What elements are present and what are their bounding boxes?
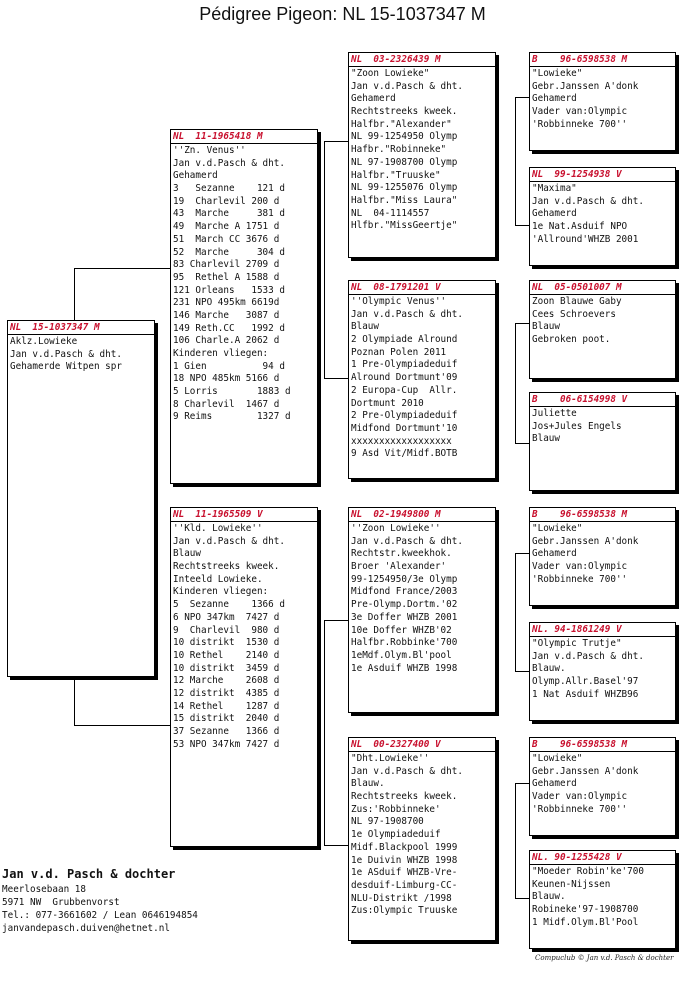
connector-line bbox=[515, 443, 529, 444]
detail-line: 9 Reims 1327 d bbox=[173, 411, 291, 423]
ring-number: NL 99-1254938 V bbox=[530, 168, 675, 182]
detail-line: 12 distrikt 4385 d bbox=[173, 687, 280, 699]
footer-credit: Compuclub © Jan v.d. Pasch & dochter bbox=[535, 954, 674, 962]
detail-line: 1 Pre-Olympiadeduif bbox=[351, 359, 458, 371]
detail-line: 83 Charlevil 2709 d bbox=[173, 259, 280, 271]
detail-line: 1e Asduif WHZB 1998 bbox=[351, 662, 458, 674]
detail-line: 18 NPO 485km 5166 d bbox=[173, 373, 280, 385]
pigeon-details bbox=[171, 144, 317, 424]
detail-line: 146 Marche 3087 d bbox=[173, 309, 280, 321]
detail-line: 53 NPO 347km 7427 d bbox=[173, 738, 280, 750]
detail-line: ''Kld. Lowieke'' bbox=[173, 523, 263, 534]
detail-line: NLU-Distrikt /1998 bbox=[351, 892, 452, 904]
connector-line bbox=[515, 225, 529, 226]
pigeon-details bbox=[530, 637, 675, 701]
subject-card bbox=[7, 320, 155, 677]
detail-line: NL 04-1114557 bbox=[351, 207, 430, 219]
pigeon-details bbox=[349, 752, 495, 918]
detail-line: 'Robbinneke 700'' bbox=[532, 118, 628, 130]
detail-line: Gehamerd bbox=[351, 93, 396, 105]
connector-line bbox=[324, 620, 325, 725]
detail-line: Gebr.Janssen A'donk bbox=[532, 80, 639, 92]
sire-card bbox=[170, 129, 318, 484]
detail-line: Blauw bbox=[532, 433, 560, 445]
detail-line: Jan v.d.Pasch & dht. bbox=[10, 348, 122, 360]
detail-line: 37 Sezanne 1366 d bbox=[173, 726, 280, 737]
detail-line: NL 99-1254950 Olymp bbox=[351, 131, 458, 143]
detail-line: Hafbr."Robinneke" bbox=[351, 144, 447, 156]
detail-line: Gehamerd bbox=[532, 208, 577, 220]
ring-number: NL 00-2327400 V bbox=[349, 738, 495, 752]
breeder-phone: Tel.: 077-3661602 / Lean 0646194854 bbox=[2, 910, 198, 921]
detail-line: "Lowieke" bbox=[532, 523, 583, 534]
ring-number: NL 03-2326439 M bbox=[349, 53, 495, 67]
detail-line: Zoon Blauwe Gaby bbox=[532, 296, 622, 307]
detail-line: Dortmunt 2010 bbox=[351, 397, 424, 409]
detail-line: NL 97-1908700 Olymp bbox=[351, 156, 458, 168]
ring-number: B 96-6598538 M bbox=[530, 508, 675, 522]
detail-line: Midfond France/2003 bbox=[351, 586, 458, 598]
dam-card bbox=[170, 507, 318, 847]
breeder-address: Meerlosebaan 18 bbox=[2, 884, 86, 895]
detail-line: 12 Marche 2608 d bbox=[173, 675, 280, 687]
detail-line: Zus:'Robbinneke' bbox=[351, 803, 441, 815]
dam-sire-sire-card bbox=[529, 507, 676, 606]
connector-line bbox=[74, 676, 75, 726]
detail-line: Juliette bbox=[532, 408, 577, 419]
detail-line: Blauw. bbox=[532, 663, 566, 675]
sire-dam-card bbox=[348, 280, 496, 479]
detail-line: Gebr.Janssen A'donk bbox=[532, 765, 639, 777]
detail-line: 'Robbinneke 700'' bbox=[532, 803, 628, 815]
connector-line bbox=[324, 268, 325, 378]
connector-line bbox=[515, 323, 516, 443]
connector-line bbox=[324, 141, 348, 142]
detail-line: desduif-Limburg-CC- bbox=[351, 879, 458, 891]
detail-line: 99-1254950/3e Olymp bbox=[351, 573, 458, 585]
detail-line: Broer 'Alexander' bbox=[351, 561, 447, 573]
detail-line: Olymp.Allr.Basel'97 bbox=[532, 676, 639, 688]
detail-line: Halfbr."Miss Laura" bbox=[351, 194, 458, 206]
connector-line bbox=[324, 378, 348, 379]
pigeon-details bbox=[349, 295, 495, 461]
detail-line: Vader van:Olympic bbox=[532, 106, 628, 118]
detail-line: Gebr.Janssen A'donk bbox=[532, 535, 639, 547]
detail-line: 10 Rethel 2140 d bbox=[173, 649, 280, 661]
connector-line bbox=[515, 898, 529, 899]
detail-line: Aklz.Lowieke bbox=[10, 336, 78, 347]
detail-line: 149 Reth.CC 1992 d bbox=[173, 322, 285, 334]
detail-line: 10e Doffer WHZB'02 bbox=[351, 624, 452, 636]
detail-line: 52 Marche 304 d bbox=[173, 246, 285, 258]
pigeon-details bbox=[349, 67, 495, 233]
detail-line: Vader van:Olympic bbox=[532, 561, 628, 573]
detail-line: Blauw bbox=[532, 321, 560, 333]
detail-line: Blauw bbox=[351, 321, 379, 333]
detail-line: 1e Nat.Asduif NPO bbox=[532, 221, 628, 233]
detail-line: Keunen-Nijssen bbox=[532, 878, 611, 890]
pigeon-details bbox=[530, 865, 675, 929]
sire-dam-sire-card bbox=[529, 280, 676, 379]
detail-line: 1eMdf.Olym.Bl'pool bbox=[351, 649, 452, 661]
sire-dam-dam-card bbox=[529, 392, 676, 491]
detail-line: 1e ASduif WHZB-Vre- bbox=[351, 867, 458, 879]
detail-line: ''Zoon Lowieke'' bbox=[351, 523, 441, 534]
detail-line: Jos+Jules Engels bbox=[532, 420, 622, 432]
detail-line: 9 Asd Vit/Midf.BOTB bbox=[351, 448, 458, 460]
ring-number: NL 11-1965418 M bbox=[171, 130, 317, 144]
connector-line bbox=[515, 553, 529, 554]
ring-number: NL 11-1965509 V bbox=[171, 508, 317, 522]
ring-number: NL 15-1037347 M bbox=[8, 321, 154, 335]
ring-number: B 06-6154998 V bbox=[530, 393, 675, 407]
detail-line: Hlfbr."MissGeertje" bbox=[351, 220, 458, 232]
detail-line: 2 Europa-Cup Allr. bbox=[351, 384, 458, 396]
detail-line: Gehamerd bbox=[532, 778, 577, 790]
detail-line: Alround Dortmunt'09 bbox=[351, 372, 458, 384]
detail-line: Midf.Blackpool 1999 bbox=[351, 841, 458, 853]
detail-line: 19 Charlevil 200 d bbox=[173, 195, 280, 207]
detail-line: Jan v.d.Pasch & dht. bbox=[351, 80, 463, 92]
detail-line: Halfbr."Truuske" bbox=[351, 169, 441, 181]
detail-line: 1 Nat Asduif WHZB96 bbox=[532, 688, 639, 700]
detail-line: Cees Schroevers bbox=[532, 308, 616, 320]
detail-line: 1e Olympiadeduif bbox=[351, 829, 441, 841]
detail-line: Gehamerd bbox=[532, 548, 577, 560]
connector-line bbox=[515, 97, 529, 98]
detail-line: 'Robbinneke 700'' bbox=[532, 573, 628, 585]
pigeon-details bbox=[171, 522, 317, 751]
detail-line: Halfbr.Robbinke'700 bbox=[351, 637, 458, 649]
dam-sire-dam-card bbox=[529, 622, 676, 721]
detail-line: 5 Sezanne 1366 d bbox=[173, 599, 285, 611]
detail-line: Gehamerd bbox=[532, 93, 577, 105]
page-title: Pédigree Pigeon: NL 15-1037347 M bbox=[199, 4, 486, 24]
pigeon-details bbox=[530, 752, 675, 816]
detail-line: "Olympic Trutje" bbox=[532, 638, 622, 649]
dam-sire-card bbox=[348, 507, 496, 713]
connector-line bbox=[515, 783, 529, 784]
detail-line: 3e Doffer WHZB 2001 bbox=[351, 611, 458, 623]
dam-dam-dam-card bbox=[529, 850, 676, 949]
detail-line: ''Zn. Venus'' bbox=[173, 145, 246, 156]
detail-line: 'Allround'WHZB 2001 bbox=[532, 233, 639, 245]
detail-line: 9 Charlevil 980 d bbox=[173, 624, 280, 636]
pigeon-details bbox=[530, 522, 675, 586]
detail-line: 1 Gien 94 d bbox=[173, 360, 285, 372]
connector-line bbox=[324, 725, 325, 845]
detail-line: Jan v.d.Pasch & dht. bbox=[351, 308, 463, 320]
connector-line bbox=[515, 783, 516, 898]
pigeon-details bbox=[349, 522, 495, 675]
sire-sire-dam-card bbox=[529, 167, 676, 266]
sire-sire-sire-card bbox=[529, 52, 676, 151]
detail-line: Rechtstr.kweekhok. bbox=[351, 548, 452, 560]
detail-line: 15 distrikt 2040 d bbox=[173, 713, 280, 725]
connector-line bbox=[74, 268, 170, 269]
detail-line: 10 distrikt 1530 d bbox=[173, 637, 280, 649]
ring-number: NL 02-1949800 M bbox=[349, 508, 495, 522]
detail-line: Gehamerde Witpen spr bbox=[10, 361, 122, 373]
detail-line: Jan v.d.Pasch & dht. bbox=[351, 535, 463, 547]
connector-line bbox=[324, 845, 348, 846]
detail-line: "Zoon Lowieke" bbox=[351, 68, 430, 79]
detail-line: Pre-Olymp.Dortm.'02 bbox=[351, 599, 458, 611]
detail-line: Kinderen vliegen: bbox=[173, 348, 269, 359]
detail-line: Gebroken poot. bbox=[532, 334, 611, 346]
detail-line: Kinderen vliegen: bbox=[173, 586, 269, 598]
sire-sire-card bbox=[348, 52, 496, 258]
detail-line: 1 Midf.Olym.Bl'Pool bbox=[532, 916, 639, 928]
connector-line bbox=[324, 141, 325, 268]
detail-line: "Dht.Lowieke'' bbox=[351, 753, 430, 764]
breeder-city: 5971 NW Grubbenvorst bbox=[2, 897, 120, 908]
connector-line bbox=[74, 725, 170, 726]
ring-number: NL 08-1791201 V bbox=[349, 281, 495, 295]
detail-line: 10 distrikt 3459 d bbox=[173, 662, 280, 674]
ring-number: B 96-6598538 M bbox=[530, 738, 675, 752]
connector-line bbox=[515, 97, 516, 225]
connector-line bbox=[515, 671, 529, 672]
connector-line bbox=[324, 620, 348, 621]
detail-line: "Moeder Robin'ke'700 bbox=[532, 866, 644, 877]
detail-line: 95 Rethel A 1588 d bbox=[173, 271, 280, 283]
detail-line: Jan v.d.Pasch & dht. bbox=[173, 535, 285, 547]
ring-number: NL. 90-1255428 V bbox=[530, 851, 675, 865]
dam-dam-sire-card bbox=[529, 737, 676, 836]
detail-line: 5 Lorris 1883 d bbox=[173, 386, 291, 398]
detail-line: Jan v.d.Pasch & dht. bbox=[532, 195, 644, 207]
detail-line: 8 Charlevil 1467 d bbox=[173, 398, 280, 410]
detail-line: Blauw bbox=[173, 548, 201, 560]
detail-line: 3 Sezanne 121 d bbox=[173, 183, 285, 195]
detail-line: Vader van:Olympic bbox=[532, 791, 628, 803]
detail-line: "Lowieke" bbox=[532, 753, 583, 764]
detail-line: Robineke'97-1908700 bbox=[532, 904, 639, 916]
breeder-email: janvandepasch.duiven@hetnet.nl bbox=[2, 923, 170, 934]
detail-line: "Maxima" bbox=[532, 183, 577, 194]
detail-line: NL 97-1908700 bbox=[351, 816, 424, 828]
detail-line: "Lowieke" bbox=[532, 68, 583, 79]
detail-line: Midfond Dortmunt'10 bbox=[351, 422, 458, 434]
detail-line: Jan v.d.Pasch & dht. bbox=[351, 765, 463, 777]
dam-dam-card bbox=[348, 737, 496, 941]
detail-line: 121 Orleans 1533 d bbox=[173, 284, 285, 296]
pigeon-details bbox=[8, 335, 154, 374]
detail-line: 106 Charle.A 2062 d bbox=[173, 335, 280, 347]
detail-line: 2 Pre-Olympiadeduif bbox=[351, 410, 458, 422]
breeder-info bbox=[2, 866, 198, 935]
detail-line: 14 Rethel 1287 d bbox=[173, 700, 280, 712]
detail-line: 2 Olympiade Alround bbox=[351, 334, 458, 346]
detail-line: ''Olympic Venus'' bbox=[351, 296, 447, 307]
detail-line: Rechtstreeks kweek. bbox=[351, 106, 458, 118]
connector-line bbox=[515, 553, 516, 671]
ring-number: NL 05-0501007 M bbox=[530, 281, 675, 295]
detail-line: Rechtstreeks kweek. bbox=[173, 561, 280, 573]
detail-line: Blauw. bbox=[351, 778, 385, 790]
pigeon-details bbox=[530, 182, 675, 246]
detail-line: Rechtstreeks kweek. bbox=[351, 791, 458, 803]
pigeon-details bbox=[530, 295, 675, 347]
detail-line: 6 NPO 347km 7427 d bbox=[173, 611, 280, 623]
detail-line: 51 March CC 3676 d bbox=[173, 233, 280, 245]
ring-number: NL. 94-1861249 V bbox=[530, 623, 675, 637]
detail-line: Halfbr."Alexander" bbox=[351, 118, 452, 130]
detail-line: Blauw. bbox=[532, 891, 566, 903]
detail-line: Poznan Polen 2011 bbox=[351, 346, 447, 358]
detail-line: 43 Marche 381 d bbox=[173, 208, 285, 220]
detail-line: Zus:Olympic Truuske bbox=[351, 905, 458, 917]
connector-line bbox=[74, 268, 75, 321]
detail-line: Jan v.d.Pasch & dht. bbox=[532, 650, 644, 662]
detail-line: xxxxxxxxxxxxxxxxxx bbox=[351, 435, 452, 447]
detail-line: Jan v.d.Pasch & dht. bbox=[173, 157, 285, 169]
pigeon-details bbox=[530, 407, 675, 446]
detail-line: 49 Marche A 1751 d bbox=[173, 221, 280, 233]
breeder-name: Jan v.d. Pasch & dochter bbox=[2, 867, 176, 881]
detail-line: Gehamerd bbox=[173, 170, 218, 182]
detail-line: NL 99-1255076 Olymp bbox=[351, 182, 458, 194]
pigeon-details bbox=[530, 67, 675, 131]
ring-number: B 96-6598538 M bbox=[530, 53, 675, 67]
connector-line bbox=[515, 323, 529, 324]
detail-line: 231 NPO 495km 6619d bbox=[173, 297, 280, 309]
detail-line: Inteeld Lowieke. bbox=[173, 573, 263, 585]
detail-line: 1e Duivin WHZB 1998 bbox=[351, 854, 458, 866]
